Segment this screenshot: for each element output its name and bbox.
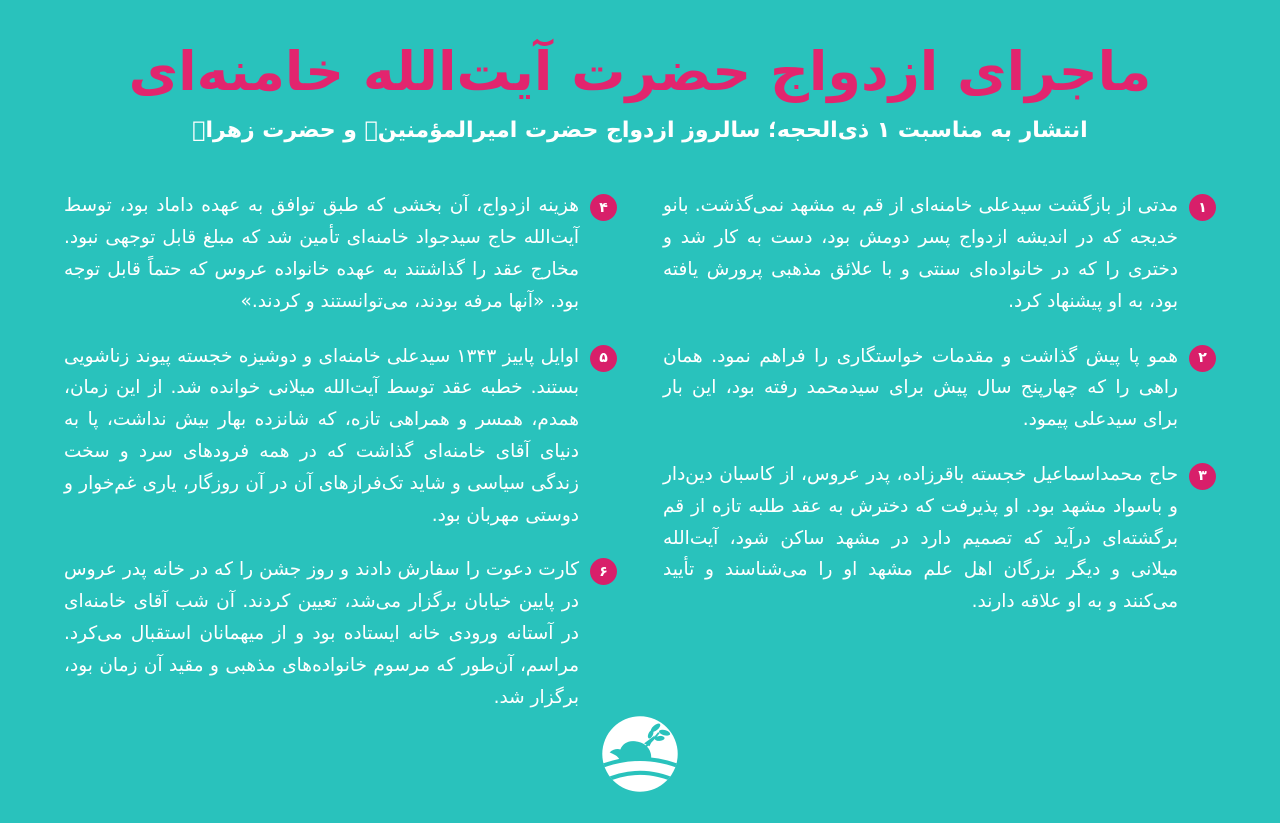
footer: [0, 713, 1280, 823]
item-number-badge: ۲: [1189, 345, 1216, 372]
story-item-5: [64, 341, 617, 532]
item-number-badge: ۵: [590, 345, 617, 372]
item-text: همو پا پیش گذاشت و مقدمات خواستگاری را فراهم نمود. همان راهی را که چهارپنج سال پیش برای سیدمحمد رفته بود، این بار برای سیدعلی پیمود.: [663, 345, 1178, 431]
story-item-2: [663, 341, 1216, 436]
item-number-badge: ۶: [590, 558, 617, 585]
story-item-1: [663, 190, 1216, 317]
column-left: [64, 190, 617, 713]
item-text: هزینه ازدواج، آن بخشی که طبق توافق به عهده داماد بود، توسط آیت‌الله حاج سیدجواد خامنه‌ای تأمین شد که مبلغ قابل توجهی نبود. مخارج عقد را گذاشتند به عهده خانواده عروس که حتماً قابل توجه بود. «آنها مرفه بودند، می‌توانستند و کردند.»: [64, 195, 579, 312]
item-text: کارت دعوت را سفارش دادند و روز جشن را که در خانه پدر عروس در پایین خیابان برگزار می‌شد، تعیین کردند. آن شب آقای خامنه‌ای در آستانه ورودی خانه ایستاده بود و از میهمانان استقبال می‌کرد. مراسم، آن‌طور که مرسوم خانواده‌های مذهبی و مقید آن زمان بود، برگزار شد.: [64, 559, 579, 708]
header: [0, 0, 1280, 146]
item-number-badge: ۱: [1189, 194, 1216, 221]
story-item-4: [64, 190, 617, 317]
page-subtitle: انتشار به مناسبت ۱ ذی‌الحجه؛ سالروز ازدواج حضرت امیرالمؤمنینؑ و حضرت زهراؑ: [192, 117, 1088, 143]
dove-with-branch-over-waves-logo-icon: [599, 713, 681, 795]
item-number-badge: ۴: [590, 194, 617, 221]
item-text: حاج محمداسماعیل خجسته باقرزاده، پدر عروس، از کاسبان دین‌دار و باسواد مشهد بود. او پذیرفت که دخترش به عقد طلبه تازه از قم برگشته‌ای درآید که تصمیم دارد در مشهد ساکن شود، آیت‌الله میلانی و دیگر بزرگان اهل علم مشهد او را می‌شناسند و تأیید می‌کنند و به او علاقه دارند.: [663, 463, 1178, 613]
story-item-6: [64, 554, 617, 713]
column-right: [663, 190, 1216, 618]
story-item-3: [663, 459, 1216, 618]
item-text: اوایل پاییز ۱۳۴۳ سیدعلی خامنه‌ای و دوشیزه خجسته پیوند زناشویی بستند. خطبه عقد توسط آیت‌الله میلانی خوانده شد. از این زمان، همدم، همسر و همراهی تازه، که شانزده بهار بیش نداشت، پا به دنیای آقای خامنه‌ای گذاشت که در همه فرودهای سرد و سخت زندگی سیاسی و شاید تک‌فرازهای آن در آن روزگار، یاری غم‌خوار و دوستی مهربان بود.: [64, 345, 579, 526]
story-columns: [0, 190, 1280, 713]
item-number-badge: ۳: [1189, 463, 1216, 490]
item-text: مدتی از بازگشت سیدعلی خامنه‌ای از قم به مشهد نمی‌گذشت. بانو خدیجه که در اندیشه ازدواج پسر دومش بود، دست به کار شد و دختری را که در خانواده‌ای سنتی و با علائق مذهبی پرورش یافته بود، به او پیشنهاد کرد.: [663, 195, 1178, 312]
page-title: ماجرای ازدواج حضرت آیت‌الله خامنه‌ای: [128, 40, 1152, 103]
